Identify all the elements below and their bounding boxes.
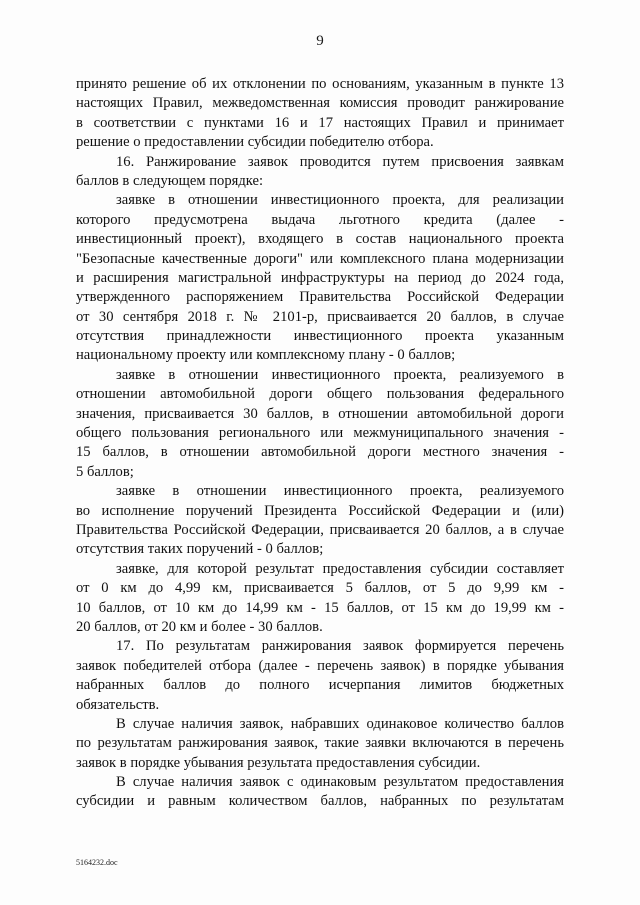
text-line: В случае наличия заявок, набравших одинаковое количество баллов: [116, 715, 564, 732]
text-line: 16. Ранжирование заявок проводится путем присвоения заявкам: [116, 153, 564, 170]
text-line: 15 баллов, в отношении автомобильной дороги местного значения -: [76, 444, 564, 461]
text-line: во исполнение поручений Президента Российской Федерации и (или): [76, 502, 564, 519]
text-line: от 30 сентября 2018 г. № 2101-р, присваивается 20 баллов, в случае: [76, 308, 564, 325]
text-line: решение о предоставлении субсидии победителю отбора.: [76, 134, 434, 151]
text-line: и расширения магистральной инфраструктуры на период до 2024 года,: [76, 269, 564, 286]
text-line: отсутствия таких поручений - 0 баллов;: [76, 541, 324, 558]
text-line: заявок победителей отбора (далее - перечень заявок) в порядке убывания: [76, 657, 564, 674]
text-line: заявке в отношении инвестиционного проекта, реализуемого: [116, 483, 564, 500]
text-line: заявок в порядке убывания результата предоставления субсидии.: [76, 754, 481, 771]
text-line: от 0 км до 4,99 км, присваивается 5 баллов, от 5 до 9,99 км -: [76, 580, 564, 597]
page-number: 9: [316, 33, 324, 49]
text-line: заявке в отношении инвестиционного проекта, для реализации: [116, 192, 564, 209]
text-line: заявке, для которой результат предоставления субсидии составляет: [116, 560, 564, 577]
text-line: В случае наличия заявок с одинаковым результатом предоставления: [116, 774, 564, 791]
text-line: Правительства Российской Федерации, присваивается 20 баллов, а в случае: [76, 521, 564, 538]
text-line: настоящих Правил, межведомственная комиссия проводит ранжирование: [76, 95, 564, 112]
text-line: 20 баллов, от 20 км и более - 30 баллов.: [76, 618, 323, 635]
text-line: обязательств.: [76, 696, 160, 713]
footer-file-code: 5164232.doc: [76, 858, 118, 867]
text-line: инвестиционный проект), входящего в состав национального проекта: [76, 231, 564, 248]
text-line: "Безопасные качественные дороги" или комплексного плана модернизации: [76, 250, 564, 267]
text-line: отношении автомобильной дороги общего пользования федерального: [76, 386, 564, 403]
text-line: субсидии и равным количеством баллов, набранных по результатам: [76, 793, 564, 810]
text-line: по результатам ранжирования заявок, такие заявки включаются в перечень: [76, 735, 564, 752]
text-line: заявке в отношении инвестиционного проекта, реализуемого в: [116, 366, 564, 383]
text-line: значения, присваивается 30 баллов, в отношении автомобильной дороги: [76, 405, 564, 422]
text-line: принято решение об их отклонении по основаниям, указанным в пункте 13: [76, 76, 564, 92]
text-line: которого предусмотрена выдача льготного кредита (далее -: [76, 211, 564, 228]
text-line: набранных баллов до полного исчерпания лимитов бюджетных: [76, 677, 564, 694]
text-line: в соответствии с пунктами 16 и 17 настоящих Правил и принимает: [76, 114, 564, 131]
text-line: утвержденного распоряжением Правительства Российской Федерации: [76, 289, 564, 306]
text-line: отсутствия принадлежности инвестиционного проекта указанным: [76, 328, 564, 345]
text-line: 17. По результатам ранжирования заявок формируется перечень: [116, 638, 564, 655]
text-line: национальному проекту или комплексному плану - 0 баллов;: [76, 347, 456, 364]
text-line: баллов в следующем порядке:: [76, 172, 264, 189]
text-line: 10 баллов, от 10 км до 14,99 км - 15 баллов, от 15 км до 19,99 км -: [76, 599, 564, 616]
document-body: [76, 75, 564, 812]
text-line: общего пользования регионального или межмуниципального значения -: [76, 425, 564, 442]
text-line: 5 баллов;: [76, 463, 134, 480]
